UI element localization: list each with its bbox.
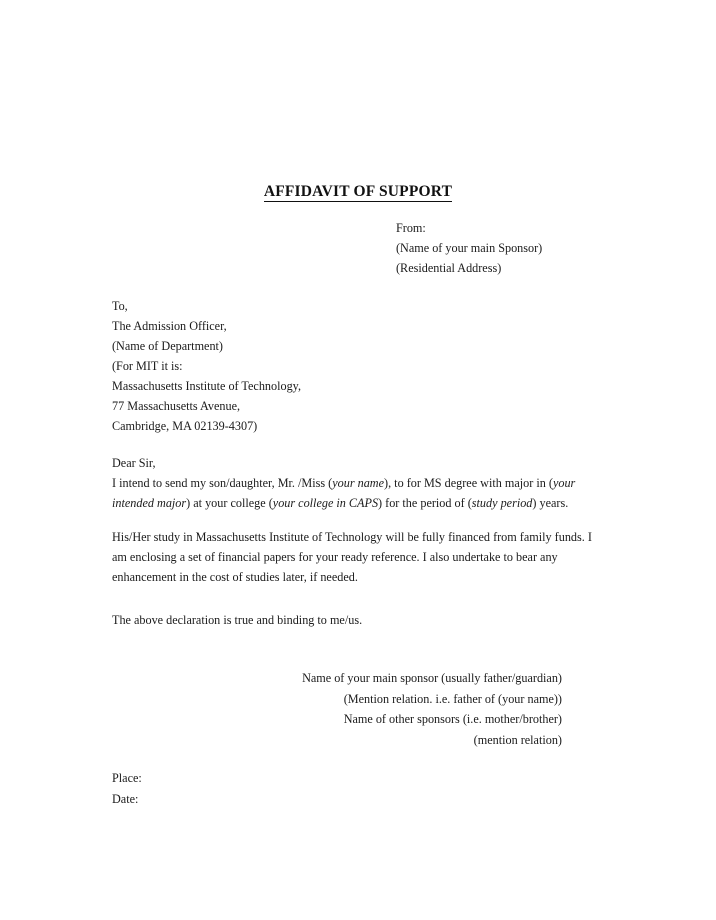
paragraph-1-segment-3: ) at your college ( [186, 496, 273, 510]
page-title-text: AFFIDAVIT OF SUPPORT [263, 183, 453, 201]
place-label: Place: [112, 771, 142, 785]
to-department-name: (Name of Department) [112, 339, 223, 353]
signature-other-sponsors: Name of other sponsors (i.e. mother/brother) [343, 712, 562, 726]
declaration-paragraph [112, 610, 562, 630]
signature-relation-note: (Mention relation. i.e. father of (your name)) [343, 691, 562, 706]
paragraph-1-segment-4: ) for the period of ( [378, 496, 472, 510]
declaration-text: The above declaration is true and binding to me/us. [112, 613, 363, 627]
placeholder-intended-major: your intended major [112, 476, 579, 510]
to-city-state-zip: Cambridge, MA 02139-4307) [112, 419, 258, 433]
to-mit-note: (For MIT it is: [112, 359, 183, 373]
placeholder-study-period: study period [471, 496, 533, 510]
signature-mention-relation: (mention relation) [473, 732, 562, 747]
recipient-address-block [112, 296, 542, 436]
signature-main-sponsor: Name of your main sponsor (usually father/guardian) [302, 671, 562, 685]
from-label: From: [396, 221, 426, 235]
from-residential-address: (Residential Address) [396, 261, 502, 275]
paragraph-1-segment-2: ), to for MS degree with major in ( [384, 476, 553, 490]
paragraph-1-segment-1: I intend to send my son/daughter, Mr. /Miss ( [112, 476, 333, 490]
body-paragraph-2: His/Her study in Massachusetts Institute of Technology will be fully financed from family funds. I am enclosing a set of financial papers for your ready reference. I also undertake to bear any enhancement in the cost of studies later, if needed. [112, 530, 595, 584]
from-sponsor-name: (Name of your main Sponsor) [396, 241, 543, 255]
signature-block [182, 668, 562, 750]
placeholder-college-caps: your college in CAPS [272, 496, 379, 510]
sender-address-block [396, 218, 696, 278]
paragraph-1-segment-5: ) years. [532, 496, 569, 510]
financial-statement-paragraph [112, 527, 608, 587]
page-title [0, 183, 716, 201]
to-admission-officer: The Admission Officer, [112, 319, 227, 333]
salutation: Dear Sir, [112, 456, 156, 470]
body-paragraph-1 [112, 473, 604, 513]
to-label: To, [112, 299, 128, 313]
footer-block [112, 768, 312, 809]
salutation-and-intro-block [112, 453, 604, 513]
placeholder-your-name: your name [332, 476, 385, 490]
date-label: Date: [112, 791, 139, 806]
to-street: 77 Massachusetts Avenue, [112, 399, 241, 413]
to-institution: Massachusetts Institute of Technology, [112, 379, 302, 393]
